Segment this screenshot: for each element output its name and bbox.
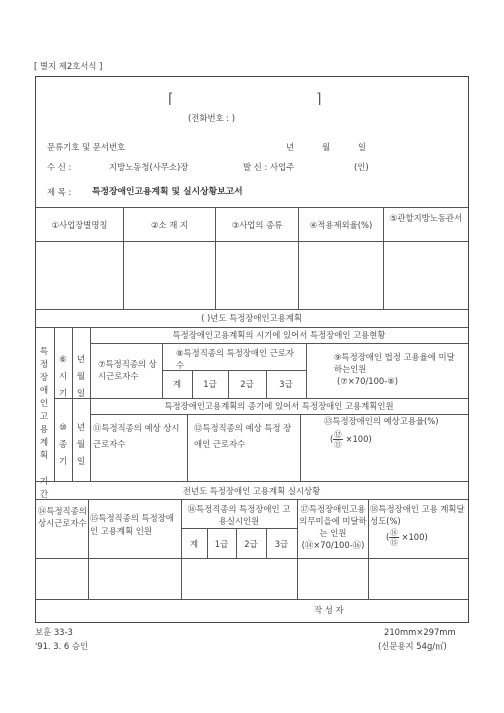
start-month: 월 bbox=[76, 372, 86, 382]
divider-line bbox=[181, 528, 297, 529]
plan-period-side-label bbox=[38, 346, 50, 502]
side-char: 획 bbox=[39, 451, 49, 461]
col13-suffix: ×100) bbox=[345, 434, 372, 444]
column-line bbox=[72, 327, 73, 481]
date-month-label: 월 bbox=[322, 142, 331, 152]
end-section-title: 특정장애인고용계획의 종기에 있어서 특정장애인 고용계획인원 bbox=[164, 401, 394, 411]
site-name-input[interactable] bbox=[37, 243, 122, 307]
subject-title: 특정장애인고용계획 및 실시상황보고서 bbox=[92, 187, 243, 197]
col12-header: ⑫특정직종의 예상 특정 장애인 근로자수 bbox=[194, 423, 292, 449]
col13-header: ⑬특정장애인의 예상고용율(%) bbox=[324, 416, 439, 426]
col18-numerator: ⑯ bbox=[390, 528, 398, 537]
phone-label: (전화번호 : ) bbox=[188, 113, 236, 123]
author-label: 작 성 자 bbox=[314, 605, 344, 615]
side-char: 특 bbox=[39, 347, 49, 357]
end-period-label bbox=[57, 420, 69, 471]
plan-year-title: ( )년도 특정장애인고용계획 bbox=[201, 313, 302, 323]
col8-sub-grade1: 1급 bbox=[203, 379, 217, 389]
col18-header: ⑱특정장애인 고용 계획달성도(%) bbox=[370, 504, 465, 526]
col9-header: ⑨특정장애인 법정 고용율에 미달하는인원 bbox=[334, 352, 455, 374]
divider-line bbox=[162, 370, 306, 371]
side-char: 고 bbox=[39, 412, 49, 422]
end-char: 종 bbox=[58, 440, 68, 450]
column-line bbox=[297, 499, 298, 599]
side-char: 정 bbox=[39, 360, 49, 370]
side-char: 용 bbox=[39, 425, 49, 435]
side-char: 기 bbox=[39, 477, 49, 487]
col13-denominator: ⑪ bbox=[334, 440, 342, 449]
column-line bbox=[181, 499, 182, 599]
col-header-business-type: ③사업의 종류 bbox=[231, 220, 283, 230]
col18-fraction bbox=[389, 528, 399, 547]
side-char: 간 bbox=[39, 490, 49, 500]
exclusion-rate-input[interactable] bbox=[300, 243, 382, 307]
col17-header: ⑰특정장애인고용의무미을에 미달하는 인원 bbox=[299, 504, 367, 538]
col16-sub-total: 계 bbox=[189, 539, 199, 549]
side-char: 인 bbox=[39, 399, 49, 409]
col7-header: ⑦특정직종의 상시근로자수 bbox=[98, 359, 157, 381]
start-period-label bbox=[57, 352, 69, 403]
form-number-tag: [ 별지 제2호서식 ] bbox=[34, 61, 103, 71]
start-char: 기 bbox=[58, 389, 68, 399]
end-char: 기 bbox=[58, 457, 68, 467]
side-char: 애 bbox=[39, 386, 49, 396]
business-type-input[interactable] bbox=[217, 243, 297, 307]
author-field[interactable] bbox=[370, 601, 466, 619]
col11-header: ⑪특정직종의 예상 상시 근로자수 bbox=[93, 423, 180, 449]
col13-numerator: ⑫ bbox=[334, 430, 342, 439]
column-line bbox=[54, 327, 55, 481]
col14-header: ⑭특정직종의 상시근로자수 bbox=[38, 506, 87, 528]
labor-office-input[interactable] bbox=[385, 243, 466, 307]
date-year-label: 년 bbox=[286, 142, 295, 152]
location-input[interactable] bbox=[125, 243, 214, 307]
column-line bbox=[306, 343, 307, 398]
column-line bbox=[300, 414, 301, 481]
divider-line bbox=[35, 309, 468, 310]
side-char: 계 bbox=[39, 438, 49, 448]
seal-mark: (인) bbox=[354, 162, 369, 172]
start-day: 일 bbox=[76, 389, 86, 399]
divider-line bbox=[35, 207, 468, 208]
footer-approval-date: '91. 3. 6 승인 bbox=[35, 641, 89, 651]
col8-sub-grade3: 3급 bbox=[279, 379, 293, 389]
subject-label: 제 목 : bbox=[47, 187, 72, 197]
end-month: 월 bbox=[76, 440, 86, 450]
col13-fraction bbox=[333, 430, 343, 449]
col8-header: ⑧특정직종의 특정장애인 근로자수 bbox=[176, 348, 295, 370]
start-char: 시 bbox=[58, 372, 68, 382]
footer-paper-type: (신문용지 54g/㎡) bbox=[378, 641, 447, 651]
start-num: ⑥ bbox=[59, 355, 67, 365]
start-year: 년 bbox=[76, 355, 86, 365]
col15-header: ⑮특정직종의 특정장애인 고용계획 인원 bbox=[90, 513, 174, 536]
divider-line bbox=[54, 398, 468, 399]
col16-sub-grade3: 3급 bbox=[274, 539, 289, 549]
bracket-right: ⌉ bbox=[316, 91, 322, 107]
col8-sub-total: 계 bbox=[172, 379, 182, 389]
col-header-location: ②소 재 지 bbox=[150, 220, 189, 230]
col8-sub-grade2: 2급 bbox=[240, 379, 254, 389]
footer-paper-size: 210mm×297mm bbox=[384, 627, 456, 637]
col18-suffix: ×100) bbox=[401, 532, 428, 542]
previous-year-title: 전년도 특정장애인 고용계획 실시상황 bbox=[182, 486, 321, 496]
recipient-label: 수 신 : bbox=[47, 162, 72, 172]
end-num: ⑩ bbox=[59, 423, 67, 433]
divider-line bbox=[35, 558, 468, 559]
col16-sub-grade1: 1급 bbox=[214, 539, 229, 549]
side-char: 장 bbox=[39, 373, 49, 383]
divider-line bbox=[35, 499, 468, 500]
divider-line bbox=[90, 343, 468, 344]
col13-formula: ( $\frac{\text{⑫}}{\text{⑪}}$ ×100) bbox=[330, 430, 372, 449]
doc-number-label: 문류기호 및 문서번호 bbox=[47, 142, 126, 152]
divider-line bbox=[90, 414, 468, 415]
divider-line bbox=[35, 599, 468, 600]
col-header-site-name: ①사업장별명칭 bbox=[51, 220, 108, 230]
sender-label: 발 신 : 사업주 bbox=[243, 162, 295, 172]
col-header-labor-office: ⑤관할지방노동관서 bbox=[389, 213, 463, 223]
start-section-title: 특정장애인고용계획의 시기에 있어서 특정장애인 고용현황 bbox=[172, 330, 386, 340]
col17-formula: (⑭×70/100-⑯) bbox=[301, 540, 365, 550]
divider-line bbox=[35, 481, 468, 482]
column-line bbox=[187, 414, 188, 481]
footer-form-code: 보훈 33-3 bbox=[35, 627, 73, 637]
col16-sub-grade2: 2급 bbox=[244, 539, 258, 549]
column-line bbox=[383, 207, 384, 309]
divider-line bbox=[35, 241, 468, 242]
col16-header: ⑯특정직종의 특정장애인 고용실시인원 bbox=[187, 504, 291, 526]
end-year: 년 bbox=[76, 423, 86, 433]
bracket-left: ⌈ bbox=[168, 91, 174, 107]
start-date-labels bbox=[75, 352, 87, 403]
date-day-label: 일 bbox=[358, 142, 367, 152]
column-line bbox=[88, 499, 89, 599]
col18-denominator: ⑮ bbox=[390, 538, 398, 547]
col9-formula: (⑦×70/100-⑧) bbox=[337, 376, 399, 386]
divider-line bbox=[35, 327, 468, 328]
end-date-labels bbox=[75, 420, 87, 471]
recipient-value: 지방노동청(사무소)장 bbox=[109, 162, 189, 172]
end-day: 일 bbox=[76, 457, 86, 467]
col18-formula: ( $\frac{\text{⑯}}{\text{⑮}}$ ×100) bbox=[386, 528, 428, 547]
column-line bbox=[368, 499, 369, 599]
col-header-exclusion-rate: ④적용제외율(%) bbox=[309, 220, 373, 230]
